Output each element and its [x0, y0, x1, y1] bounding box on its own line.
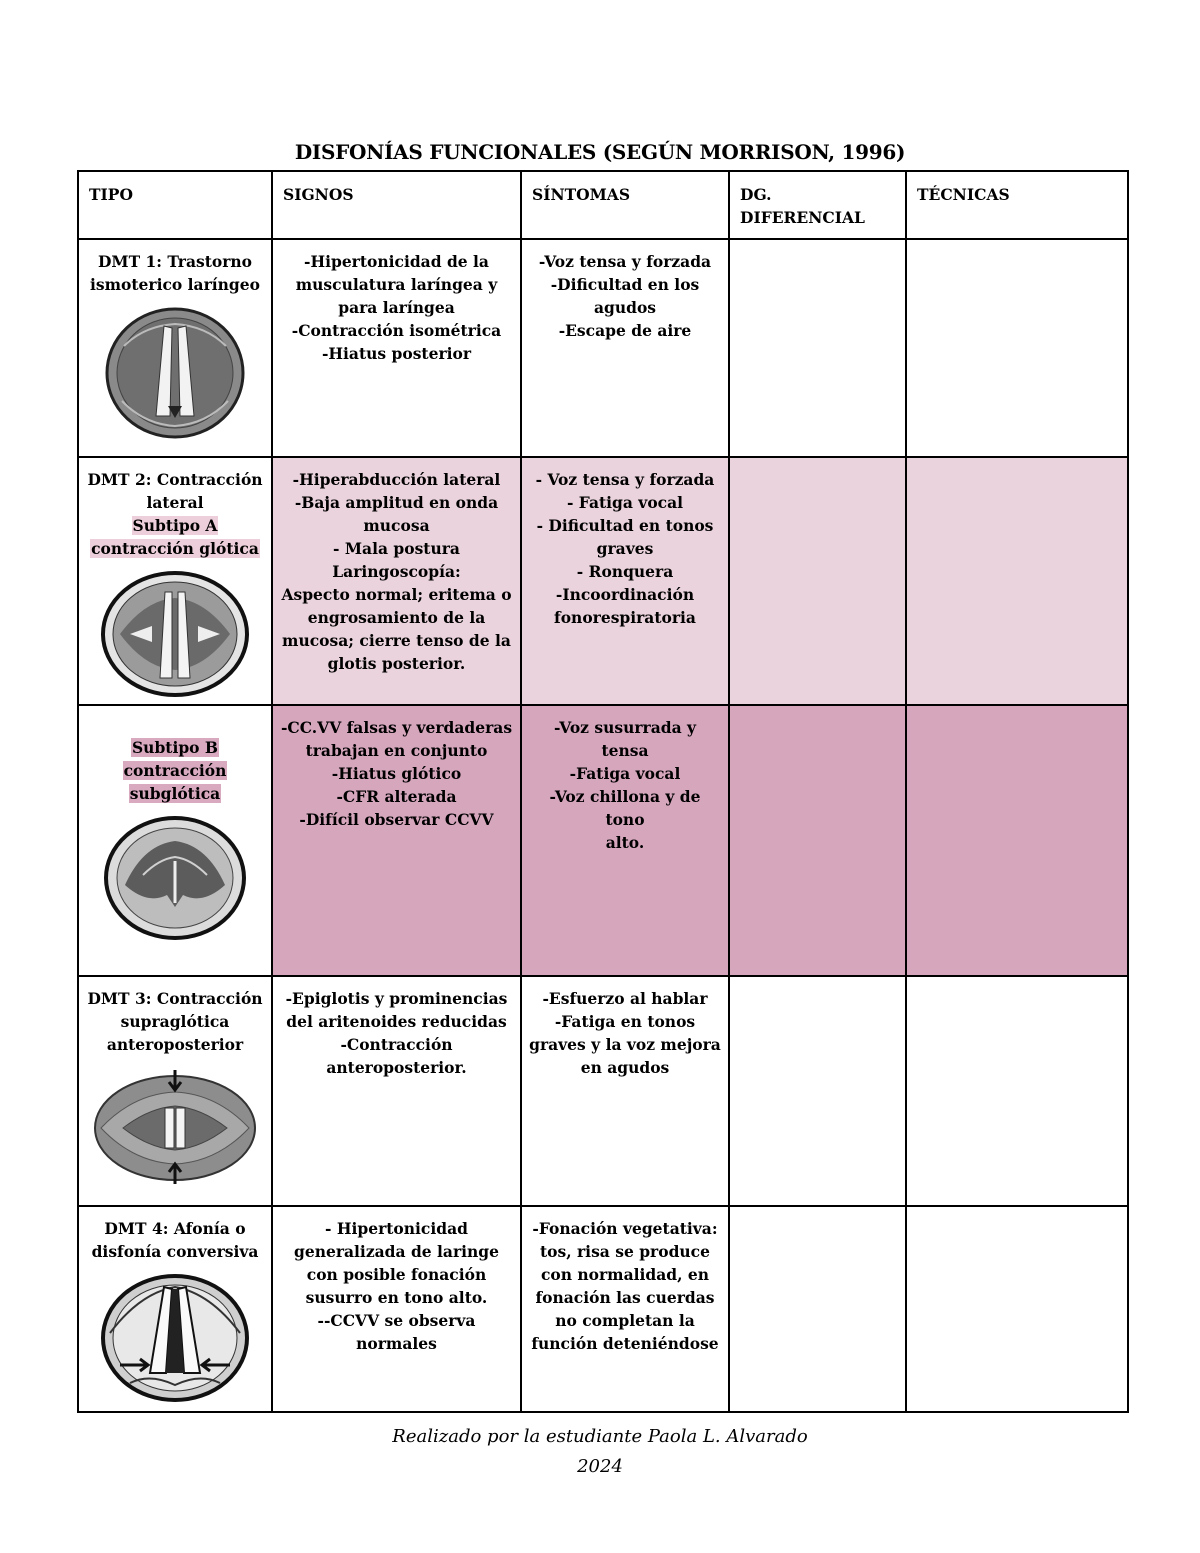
sintomas-line: fonación las cuerdas: [535, 1288, 715, 1307]
signos-line: mucosa; cierre tenso de la: [282, 631, 511, 650]
signos-line: -Hiatus glótico: [331, 764, 462, 783]
tipo-line: DMT 1: Trastorno: [97, 252, 253, 271]
signos-line: glotis posterior.: [327, 654, 466, 673]
header-tipo: TIPO: [78, 171, 272, 239]
tipo-line: DMT 2: Contracción: [87, 470, 263, 489]
larynx-supraglottic-image: [93, 1066, 257, 1186]
signos-line: para laríngea: [338, 298, 455, 317]
sintomas-line: -Fatiga vocal: [569, 764, 681, 783]
dg-diferencial-cell: [729, 1206, 906, 1412]
sintomas-line: no completan la: [555, 1311, 695, 1330]
tipo-cell: [78, 239, 272, 457]
sintomas-cell: [521, 239, 729, 457]
signos-line: -Hipertonicidad de la: [304, 252, 489, 271]
signos-line: -CFR alterada: [336, 787, 457, 806]
document-title: DISFONÍAS FUNCIONALES (SEGÚN MORRISON, 1996): [294, 140, 906, 164]
footer-year: 2024: [577, 1456, 623, 1477]
sintomas-line: graves: [596, 539, 654, 558]
subtipo-label: Subtipo A: [132, 516, 218, 535]
sintomas-line: agudos: [593, 298, 657, 317]
subtipo-label: contracción: [123, 761, 227, 780]
larynx-subglottic-image: [103, 815, 247, 941]
sintomas-line: - Ronquera: [576, 562, 674, 581]
sintomas-line: con normalidad, en: [540, 1265, 710, 1284]
tipo-line: lateral: [146, 493, 204, 512]
sintomas-cell: [521, 457, 729, 705]
signos-line: -Epiglotis y prominencias: [285, 989, 508, 1008]
footer-author: Realizado por la estudiante Paola L. Alvarado: [392, 1426, 808, 1447]
sintomas-line: - Fatiga vocal: [566, 493, 684, 512]
larynx-glottic-image: [100, 570, 250, 698]
sintomas-line: -Voz susurrada y tensa: [553, 718, 697, 760]
sintomas-cell: [521, 976, 729, 1206]
subtipo-label: Subtipo B: [131, 738, 219, 757]
sintomas-line: -Dificultad en los: [550, 275, 700, 294]
signos-line: mucosa: [363, 516, 430, 535]
signos-line: Laringoscopía:: [332, 562, 461, 581]
signos-line: - Hipertonicidad: [325, 1219, 468, 1238]
tipo-line: DMT 3: Contracción: [87, 989, 263, 1008]
signos-line: Aspecto normal; eritema o: [281, 585, 512, 604]
tecnicas-cell: [906, 705, 1128, 976]
signos-cell: [272, 705, 521, 976]
tipo-line: disfonía conversiva: [91, 1242, 259, 1261]
sintomas-line: - Dificultad en tonos: [536, 516, 714, 535]
dg-diferencial-cell: [729, 705, 906, 976]
signos-line: generalizada de laringe: [294, 1242, 499, 1261]
sintomas-line: -Fonación vegetativa:: [532, 1219, 718, 1238]
tecnicas-cell: [906, 239, 1128, 457]
tecnicas-cell: [906, 976, 1128, 1206]
larynx-conversion-image: [100, 1273, 250, 1403]
signos-line: anteroposterior.: [326, 1058, 467, 1077]
tipo-line: anteroposterior: [106, 1035, 244, 1054]
header-signos: SIGNOS: [272, 171, 521, 239]
tipo-cell: [78, 1206, 272, 1412]
sintomas-line: -Esfuerzo al hablar: [542, 989, 708, 1008]
subtipo-label: subglótica: [129, 784, 221, 803]
signos-line: engrosamiento de la: [307, 608, 486, 627]
sintomas-line: en agudos: [580, 1058, 670, 1077]
tipo-cell: [78, 705, 272, 976]
signos-line: -Contracción isométrica: [291, 321, 502, 340]
tipo-line: DMT 4: Afonía o: [104, 1219, 246, 1238]
sintomas-cell: [521, 705, 729, 976]
signos-line: -CC.VV falsas y verdaderas: [280, 718, 513, 737]
signos-line: normales: [356, 1334, 437, 1353]
signos-line: -Contracción: [340, 1035, 453, 1054]
subtipo-label: contracción glótica: [91, 539, 259, 558]
signos-line: con posible fonación: [306, 1265, 487, 1284]
signos-line: del aritenoides reducidas: [286, 1012, 507, 1031]
signos-line: - Mala postura: [333, 539, 460, 558]
table-row-dmt2-subtipo-b: [78, 705, 1128, 976]
sintomas-line: función deteniéndose: [531, 1334, 719, 1353]
header-row: [78, 171, 1128, 239]
signos-line: -Hiperabducción lateral: [292, 470, 501, 489]
table-row-dmt1: [78, 239, 1128, 457]
signos-line: --CCVV se observa: [317, 1311, 476, 1330]
signos-cell: [272, 1206, 521, 1412]
sintomas-line: -Voz chillona y de tono: [549, 787, 701, 829]
larynx-isometric-image: [104, 306, 246, 440]
signos-line: -Difícil observar CCVV: [299, 810, 494, 829]
header-tecnicas: TÉCNICAS: [906, 171, 1128, 239]
signos-line: trabajan en conjunto: [305, 741, 488, 760]
table-row-dmt2-subtipo-a: [78, 457, 1128, 705]
sintomas-line: alto.: [605, 833, 645, 852]
tipo-cell: [78, 976, 272, 1206]
sintomas-line: -Incoordinación: [555, 585, 695, 604]
table-row-dmt3: [78, 976, 1128, 1206]
sintomas-line: -Fatiga en tonos: [554, 1012, 696, 1031]
header-dg-diferencial: DG. DIFERENCIAL: [729, 171, 906, 239]
dg-diferencial-cell: [729, 976, 906, 1206]
sintomas-line: - Voz tensa y forzada: [535, 470, 715, 489]
dysphonia-table: [77, 170, 1129, 1413]
tipo-line: supraglótica: [120, 1012, 230, 1031]
sintomas-cell: [521, 1206, 729, 1412]
dg-diferencial-cell: [729, 457, 906, 705]
tecnicas-cell: [906, 1206, 1128, 1412]
signos-line: susurro en tono alto.: [305, 1288, 488, 1307]
sintomas-line: -Voz tensa y forzada: [538, 252, 712, 271]
signos-line: -Hiatus posterior: [321, 344, 472, 363]
sintomas-line: -Escape de aire: [558, 321, 692, 340]
tipo-line: ismoterico laríngeo: [90, 275, 260, 294]
signos-cell: [272, 457, 521, 705]
sintomas-line: fonorespiratoria: [554, 608, 696, 627]
signos-cell: [272, 976, 521, 1206]
sintomas-line: tos, risa se produce: [540, 1242, 710, 1261]
sintomas-line: graves y la voz mejora: [529, 1035, 721, 1054]
signos-line: -Baja amplitud en onda: [294, 493, 499, 512]
tecnicas-cell: [906, 457, 1128, 705]
tipo-cell: [78, 457, 272, 705]
signos-line: musculatura laríngea y: [295, 275, 498, 294]
header-sintomas: SÍNTOMAS: [521, 171, 729, 239]
signos-cell: [272, 239, 521, 457]
dg-diferencial-cell: [729, 239, 906, 457]
table-row-dmt4: [78, 1206, 1128, 1412]
